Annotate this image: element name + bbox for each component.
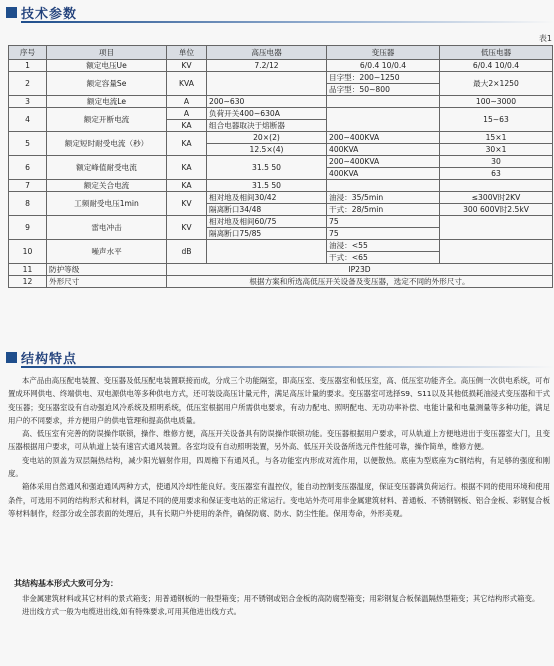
- row-item: 外形尺寸: [47, 276, 167, 288]
- table-row: [9, 60, 553, 72]
- table-row: [9, 276, 553, 288]
- header-cell: 单位: [167, 46, 207, 60]
- paragraph: 高、低压室有完善的防误操作联锁，操作、维修方便，高压开关设备具有防误操作联锁功能。变压器根据用户要求，可从轨道上方便地进出于变压器室大门，且变压器根据用户要求，可从轨道上装有速宫式通风装置。各室均设有自动照明装置，另外高、低压开关设备所选元件性能可靠，操作简单，维修方便。: [8, 429, 550, 452]
- row-unit: A: [167, 96, 207, 108]
- paragraph: 箱体采用自然通风和强迫通风两种方式，使通风冷却性能良好。变压器室有温控仪，能自动控制变压器温度，保证变压器满负荷运行。根据不同的使用环境和使用条件，可选用不同的结构形式和材料，满足不同的使用要求和保证变电站的正常运行。变电站外壳可用非金属建筑材料、普通板、不锈钢钢板、铝合金板、彩钢复合板等材料制作，经部分或全部表面的处理后，具有长期户外使用的条件，确保防腐、防水、防尘性能。保用寿命，外形美观。: [8, 482, 550, 518]
- table-row: [9, 72, 553, 84]
- header-rule: [21, 366, 554, 368]
- row-item: 额定电压Ue: [47, 60, 167, 72]
- row-item: 额定容量Se: [47, 72, 167, 96]
- row-unit: dB: [167, 240, 207, 264]
- row-tr: 油浸：<55: [327, 240, 440, 252]
- row-item: 额定短时耐受电流（秒）: [47, 132, 167, 156]
- row-tr: 油浸：35/5min: [327, 192, 440, 204]
- square-bullet-icon: [6, 352, 17, 363]
- row-no: 11: [9, 264, 47, 276]
- row-item: 防护等级: [47, 264, 167, 276]
- row-unit: A: [167, 108, 207, 120]
- header-rule: [21, 21, 554, 23]
- row-tr: [327, 96, 440, 108]
- row-no: 6: [9, 156, 47, 180]
- row-lv: 300 600V时2.5kV: [440, 204, 553, 216]
- table-row: [9, 192, 553, 204]
- row-item: 额定电流Le: [47, 96, 167, 108]
- row-lv: [440, 216, 553, 240]
- row-no: 1: [9, 60, 47, 72]
- row-item: 工频耐受电压1min: [47, 192, 167, 216]
- row-tr: 干式：28/5min: [327, 204, 440, 216]
- row-lv: 30: [440, 156, 553, 168]
- table-header-row: [9, 46, 553, 60]
- row-tr: 400KVA: [327, 168, 440, 180]
- row-hv: 7.2/12: [207, 60, 327, 72]
- header-cell: 序号: [9, 46, 47, 60]
- table-row: [9, 96, 553, 108]
- row-hv: [207, 72, 327, 96]
- table-row: [9, 108, 553, 120]
- row-no: 9: [9, 216, 47, 240]
- row-lv: ≤300V时2KV: [440, 192, 553, 204]
- row-no: 8: [9, 192, 47, 216]
- row-hv: 31.5 50: [207, 156, 327, 180]
- row-item: 额定关合电流: [47, 180, 167, 192]
- row-tr: 75: [327, 228, 440, 240]
- structure-description: [8, 374, 550, 520]
- row-lv: 最大2×1250: [440, 72, 553, 96]
- row-lv: 15~63: [440, 108, 553, 132]
- table-row: [9, 264, 553, 276]
- row-tr: 200~400KVA: [327, 156, 440, 168]
- row-tr: 75: [327, 216, 440, 228]
- row-hv: 相对地及相间30/42: [207, 192, 327, 204]
- row-no: 5: [9, 132, 47, 156]
- table-row: [9, 156, 553, 168]
- row-hv: [207, 240, 327, 264]
- row-no: 10: [9, 240, 47, 264]
- row-tr: 品字型：50~800: [327, 84, 440, 96]
- structure-forms: [8, 592, 550, 619]
- table-number: 表1: [538, 34, 552, 43]
- subsection-title: 其结构基本形式大致可分为：: [14, 579, 118, 588]
- section-title: 技术参数: [21, 6, 78, 22]
- row-value: IP23D: [167, 264, 553, 276]
- row-lv: 100~3000: [440, 96, 553, 108]
- paragraph: 非金属建筑材料或其它材料的景式箱变；用普通钢板的一般型箱变；用不锈钢或铝合金板的高防腐型箱变；用彩钢复合板保温隔热型箱变；其它结构形式箱变。: [22, 594, 540, 603]
- header-cell: 变压器: [327, 46, 440, 60]
- square-bullet-icon: [6, 7, 17, 18]
- header-cell: 高压电器: [207, 46, 327, 60]
- row-unit: KV: [167, 192, 207, 216]
- row-tr: 200~400KVA: [327, 132, 440, 144]
- table-row: [9, 240, 553, 252]
- row-value: 根据方案和所选高低压开关设备及变压器，选定不同的外形尺寸。: [167, 276, 553, 288]
- paragraph: 变电站的顶盖为双层隔热结构，减少阳光辐射作用，四周檐下有通风孔，与各功能室内形成对流作用，以便散热。底座为型底座为C钢结构，有足够的强度和刚度。: [8, 455, 550, 479]
- row-item: 额定开断电流: [47, 108, 167, 132]
- row-hv: 12.5×(4): [207, 144, 327, 156]
- table-row: [9, 216, 553, 228]
- row-no: 2: [9, 72, 47, 96]
- row-no: 3: [9, 96, 47, 108]
- row-hv: 20×(2): [207, 132, 327, 144]
- row-no: 12: [9, 276, 47, 288]
- row-hv: 隔离断口75/85: [207, 228, 327, 240]
- row-tr: 干式：<65: [327, 252, 440, 264]
- row-item: 额定峰值耐受电流: [47, 156, 167, 180]
- row-lv: 6/0.4 10/0.4: [440, 60, 553, 72]
- row-item: 噪声水平: [47, 240, 167, 264]
- section-header-specs: [6, 4, 554, 20]
- row-tr: [327, 180, 440, 192]
- row-item: 雷电冲击: [47, 216, 167, 240]
- row-no: 7: [9, 180, 47, 192]
- row-unit: KA: [167, 180, 207, 192]
- row-hv: 组合电器取决于熔断器: [207, 120, 327, 132]
- row-hv: 负荷开关400~630A: [207, 108, 327, 120]
- section-header-structure: [6, 349, 554, 365]
- row-tr: 400KVA: [327, 144, 440, 156]
- section-title: 结构特点: [21, 351, 78, 367]
- row-hv: 隔离断口34/48: [207, 204, 327, 216]
- row-lv: 63: [440, 168, 553, 180]
- row-lv: [440, 240, 553, 264]
- row-tr: [327, 108, 440, 132]
- row-unit: KV: [167, 216, 207, 240]
- row-unit: KV: [167, 60, 207, 72]
- row-unit: KA: [167, 156, 207, 180]
- row-tr: 6/0.4 10/0.4: [327, 60, 440, 72]
- row-unit: KVA: [167, 72, 207, 96]
- row-lv: [440, 180, 553, 192]
- row-unit: KA: [167, 132, 207, 156]
- row-tr: 目字型：200~1250: [327, 72, 440, 84]
- spec-table: [8, 45, 553, 288]
- header-cell: 低压电器: [440, 46, 553, 60]
- table-row: [9, 132, 553, 144]
- row-hv: 相对地及相间60/75: [207, 216, 327, 228]
- table-row: [9, 180, 553, 192]
- paragraph: 本产品由高压配电装置、变压器及低压配电装置联接而成，分成三个功能隔室，即高压室、变压器室和低压室，高、低压室功能齐全。高压侧一次供电系统，可布置成环网供电、终端供电、双电源供电等多种供电方式，还可装设高压计量元件，满足高压计量的要求。变压器室可选择S9、S11以及其他低损耗油浸式变压器和干式变压器；变压器室设有自动强迫风冷系统及照明系统，低压室根据用户所需供电要求，有动力配电、照明配电、无功功率补偿、电能计量和电量测量等多种功能，满足用户的不同要求，并方便用户的供电管理和提高供电质量。: [8, 376, 550, 425]
- row-unit: KA: [167, 120, 207, 132]
- header-cell: 项目: [47, 46, 167, 60]
- row-hv: 31.5 50: [207, 180, 327, 192]
- row-no: 4: [9, 108, 47, 132]
- row-hv: 200~630: [207, 96, 327, 108]
- row-lv: 30×1: [440, 144, 553, 156]
- row-lv: 15×1: [440, 132, 553, 144]
- paragraph: 进出线方式一般为电缆进出线,如有特殊要求,可用其他进出线方式。: [22, 607, 242, 617]
